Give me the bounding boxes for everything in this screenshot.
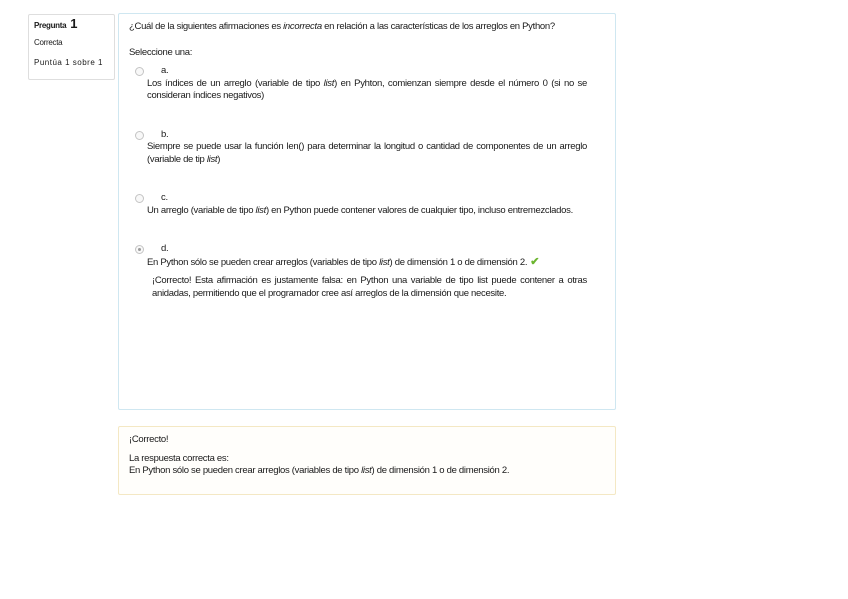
radio-button-b[interactable] (135, 131, 144, 140)
option-letter: b. (161, 128, 169, 140)
right-answer-label: La respuesta correcta es: (129, 452, 229, 464)
general-feedback: ¡Correcto! (129, 434, 169, 445)
option-text (147, 78, 587, 103)
answer-option-d[interactable] (129, 243, 587, 269)
option-text-emphasis: list (379, 256, 390, 268)
radio-button-c[interactable] (135, 194, 144, 203)
answer-option-c[interactable] (129, 192, 587, 217)
right-answer-part: En Python sólo se pueden crear arreglos (variables de tipo (129, 465, 362, 476)
right-answer (129, 465, 605, 478)
option-text-part: Un arreglo (variable de tipo (147, 204, 256, 216)
option-text-part: ) en Python puede contener valores de cualquier tipo, incluso entremezclados. (265, 204, 573, 216)
right-answer-part: ) de dimensión 1 o de dimensión 2. (371, 465, 510, 476)
right-answer-emphasis: list (361, 465, 372, 476)
question-info-panel (28, 14, 115, 80)
question-grade: Puntúa 1 sobre 1 (34, 58, 103, 67)
question-number-line (34, 18, 109, 31)
question-label: Pregunta (34, 21, 67, 30)
radio-button-d[interactable] (135, 245, 144, 254)
option-text-emphasis: list (255, 204, 266, 216)
option-text (147, 256, 587, 270)
question-text-part: ¿Cuál de la siguientes afirmaciones es (129, 21, 284, 32)
option-text-part: ) de dimensión 1 o de dimensión 2. (389, 256, 528, 268)
question-state: Correcta (34, 38, 63, 47)
option-text (147, 141, 587, 166)
radio-button-a[interactable] (135, 67, 144, 76)
option-letter: d. (161, 243, 169, 254)
option-text-emphasis: list (206, 153, 218, 165)
answer-options (129, 65, 587, 300)
option-text (147, 205, 587, 218)
question-content (118, 13, 616, 410)
checkmark-icon: ✔ (530, 255, 540, 268)
question-text-emphasis: incorrecta (283, 21, 322, 32)
question-number: 1 (70, 16, 78, 31)
option-feedback: ¡Correcto! Esta afirmación es justamente falsa: en Python una variable de tipo list puede contener a otras anidadas, permitiendo que el programador cree así arreglos de la dimensión que necesite. (152, 275, 587, 299)
outcome-feedback (118, 426, 616, 495)
answer-prompt: Seleccione una: (129, 46, 193, 58)
option-text-emphasis: list (323, 77, 335, 89)
option-letter: c. (161, 192, 168, 203)
option-text-part: En Python sólo se pueden crear arreglos (variables de tipo (147, 256, 380, 268)
option-text-part: Siempre se puede usar la función len() para determinar la longitud o cantidad de componentes de un arreglo (variable de tip (147, 141, 587, 165)
question-text (129, 21, 587, 34)
option-letter: a. (161, 65, 169, 76)
answer-option-a[interactable] (129, 65, 587, 103)
option-text-part: ) (217, 153, 221, 165)
answer-option-b[interactable] (129, 129, 587, 167)
option-text-part: ) en Pyhton, comienzan siempre desde el número 0 (si no se consideran índices negativos) (147, 77, 587, 101)
question-text-part: en relación a las características de los arreglos en Python? (321, 21, 555, 32)
option-text-part: Los índices de un arreglo (variable de tipo (147, 77, 324, 89)
